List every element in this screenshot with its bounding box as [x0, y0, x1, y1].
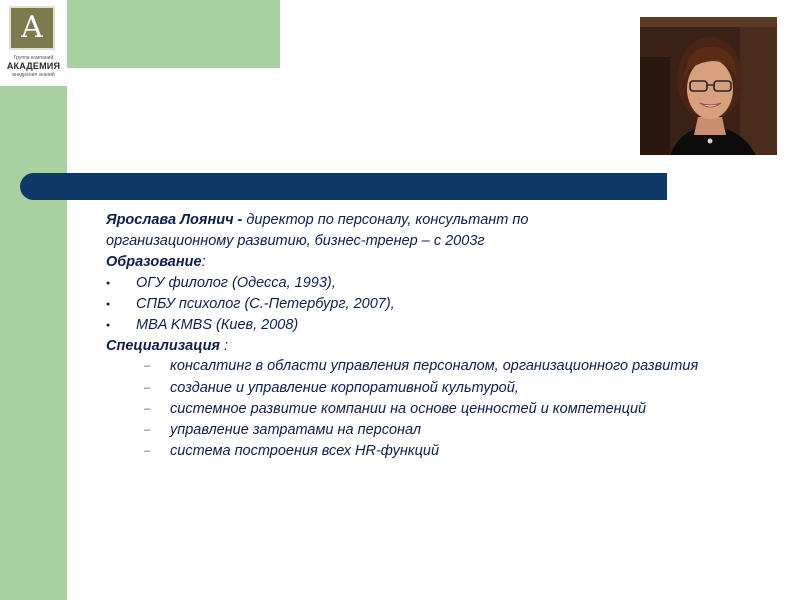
bio-text	[106, 210, 776, 462]
green-header-band	[67, 0, 280, 68]
education-item: ● СПБУ психолог (С.-Петербург, 2007),	[106, 294, 776, 315]
title-bar	[20, 173, 667, 200]
person-name: Ярослава Лоянич -	[106, 212, 243, 228]
academy-logo	[0, 0, 67, 86]
specialization-item: – создание и управление корпоративной культурой,	[106, 378, 776, 399]
logo-title: АКАДЕМИЯ	[6, 61, 61, 71]
green-sidebar	[0, 0, 67, 600]
person-photo-icon	[640, 17, 777, 155]
specialization-item: – консалтинг в области управления персоналом, организационного развития	[106, 357, 770, 376]
intro-line-1	[106, 210, 776, 231]
specialization-item: – управление затратами на персонал	[106, 420, 776, 441]
intro-line-2: организационному развитию, бизнес-тренер – с 2003г	[106, 233, 485, 249]
specialization-heading: Специализация :	[106, 338, 229, 354]
specialization-item: – система построения всех HR-функций	[106, 441, 776, 462]
logo-mark: A	[9, 6, 55, 50]
logo-caption-bottom: внедрения знаний	[12, 72, 55, 78]
specialization-item: – системное развитие компании на основе ценностей и компетенций	[106, 399, 776, 420]
intro-role: директор по персоналу, консультант по	[242, 212, 529, 228]
education-item: ● MBA KMBS (Киев, 2008)	[106, 315, 776, 336]
education-heading: Образование:	[106, 254, 206, 270]
logo-caption-top: Группа компаний	[13, 55, 54, 61]
education-item: ● ОГУ филолог (Одесса, 1993),	[106, 273, 776, 294]
